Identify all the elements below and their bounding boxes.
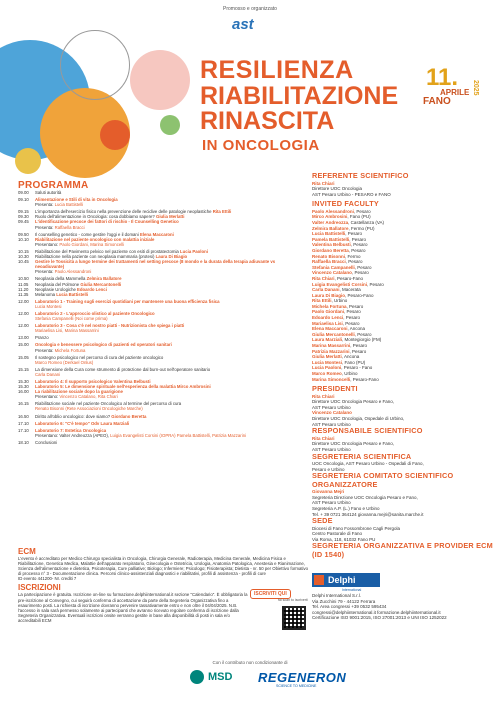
decoration-green-circle [160, 115, 180, 135]
faculty-city: , Fano (PU) [342, 359, 366, 365]
faculty-city: , Urbino [331, 298, 348, 304]
referente-role-2: AST Pesaro Urbino - PESARO e FANO [312, 191, 391, 197]
program-time: 09.30 [18, 214, 29, 220]
faculty-name: Lucia Paoloni [312, 365, 342, 371]
event-day: 11. [426, 64, 459, 91]
faculty-city: , Pesaro [350, 343, 368, 349]
faculty-name: Giordano Beretta [312, 247, 349, 253]
presidente-1-name: Rita Chiari [312, 393, 335, 399]
program-list [18, 190, 296, 445]
delphi-line-1: Delphi International S.r.l. [312, 593, 362, 598]
segreteria-comitato-title-2: ORGANIZZATORE [312, 479, 378, 489]
program-time: 11.35 [18, 291, 29, 297]
program-item [18, 292, 296, 297]
program-text: Ruolo dell'alimentazione in Oncologia: cosa dobbiamo sapere? Giulia Merlatti [35, 214, 185, 220]
ecm-text: L'evento è accreditato per Medico Chirurgo specialista in Oncologia, Chirurgia Generale, Radioterapia, Medicina Generale, Medicina Fisica e Riabilitazione, Genetica Medica, Malattie dell'apparato respiratorio, Ginecologia e Ostetricia, Urologia, Anatomia Patologica, Anestesia e Rianimazione, Scienza dell'alimentazione e dietetica, Psicoterapia, Cure palliative; Biologo; Infermiere; Psicologo; Fisioterapista; Dietista - nr. 50 per Obiettivo formativo di processo n° 3 - Documentazione clinica. Percorsi clinico-assistenziali diagnostici e riabilitativi, profili di assistenza - profili di cure [18, 556, 309, 577]
program-subline [18, 304, 296, 309]
sede-text-3: Via Roma, 118, 61032 Fano PU [312, 536, 376, 542]
program-item [18, 190, 296, 195]
program-item [18, 414, 296, 419]
segreteria-organizzativa-title: SEGRETERIA ORGANIZZATIVA E PROVIDER ECM [312, 541, 493, 551]
program-text: Riabilitazione sociale nel paziente Oncologico al termine del percorso di cura [35, 401, 182, 407]
program-text: L'identificazione precoce dei fattori di rischio - Il Counselling Genetico [35, 219, 179, 225]
decoration-pink-circle [130, 50, 190, 110]
program-time: 09.00 [18, 190, 29, 195]
faculty-city: , Pesaro [342, 320, 360, 326]
sede-title: SEDE [312, 516, 333, 526]
program-time: 09.45 [18, 219, 29, 225]
faculty-city: , Urbino [341, 371, 358, 376]
faculty-city: , Pesaro [353, 208, 371, 214]
program-speaker: Stefania Campanelli (Noi come prima) [35, 316, 108, 322]
segreteria-comitato-name: Giovanna Mejri [312, 489, 345, 495]
presidente-1-role: Direttore UOC Oncologia Pesaro e Fano, [312, 399, 395, 405]
program-speaker: Lucia Battistelli [56, 291, 89, 297]
faculty-city: , Fermo [345, 253, 361, 259]
title-line-1: RESILIENZA [200, 56, 354, 84]
segreteria-comitato-title: SEGRETERIA COMITATO SCIENTIFICO [312, 471, 454, 481]
program-item [18, 259, 296, 269]
segreteria-comitato-text-4: Tel. + 39 0721 364124 giovanna.mejri@sanita.marche.it [312, 511, 424, 517]
program-speaker: Marco Romeo (Derkael Onlus) [35, 359, 94, 365]
referente-role: Direttore UOC Oncologia [312, 186, 363, 192]
program-speaker: Mirco Ambrosini [176, 384, 211, 390]
faculty-city: , Pesaro [346, 303, 364, 309]
faculty-city: , Castellanza (VA) [348, 219, 385, 225]
program-time: 10.50 [18, 276, 29, 282]
event-year: 2025 [472, 80, 479, 96]
program-text: Gestire le Tossicità a lungo termine dei trattamenti nel setting precoce (8 mondo e la durata della terapia adiuvante vs neoadiuvante) [35, 259, 276, 270]
faculty-city: , Pesaro-Fano [345, 292, 374, 298]
program-time: 16.15 [18, 401, 29, 407]
faculty-city: , Pesaro - Fano [341, 365, 373, 371]
faculty-name: Raffaella Bracci [312, 259, 346, 265]
faculty-name: Luigia Evangelisti Corsini [312, 281, 368, 287]
program-speaker: Laura Marziali [100, 420, 130, 426]
program-text: La dimensione della Cura come strumento di protezione dal burn-out nell'operatore sanitario [35, 366, 211, 372]
faculty-city: , Pesaro [349, 348, 367, 354]
program-subline: Presenta: Raffaella Bracci [35, 224, 85, 230]
program-text: Laboratorio 7: Estetica Oncologica [35, 427, 107, 433]
program-text: Laboratorio 2 - L'approccio olistico al paziente Oncologico [35, 310, 155, 316]
delphi-info [312, 593, 497, 621]
program-text: Conclusioni [35, 439, 58, 445]
program-title: PROGRAMMA [18, 180, 89, 191]
faculty-name: Marco Romeo [312, 371, 342, 376]
ecm-section [18, 547, 310, 623]
responsabile-role-2: AST Pesaro Urbino [312, 446, 351, 452]
program-time: 15.00 [18, 342, 29, 348]
presidente-1-role-2: AST Pesaro Urbino [312, 404, 351, 410]
qr-code[interactable] [282, 606, 306, 630]
faculty-city: , Pesaro-Fano [350, 376, 379, 382]
program-speaker: Vincenzo Catalano, Rita Chiari [59, 394, 118, 400]
faculty-city: , Pesaro [354, 264, 372, 270]
decoration-line-circle [60, 30, 130, 100]
program-text: Laboratorio 5: Le dimensione spirituale nell'esperienza della malattia Mirco Ambrosini [35, 384, 211, 390]
delphi-line-3: Tel. Area congressi +39 0532 595434 [312, 604, 387, 609]
program-time: 10.15 [18, 248, 29, 254]
program-text: Riabilitazione del Pavimento pelvico nel paziente con esiti di prostatectomia Lucia Paoloni [35, 248, 208, 254]
program-time: 17.10 [18, 420, 29, 426]
program-text: Riabilitazione nel paziente oncologico con malattia iniziale [35, 236, 155, 242]
program-subline: Presentano: Paolo Giordani, Marina Simoncelli [35, 241, 125, 247]
program-time: 16.50 [18, 413, 29, 419]
faculty-name: Zelmira Ballatore [312, 225, 349, 231]
program-speaker: Raffaella Bracci [54, 224, 85, 230]
faculty-list [312, 209, 497, 382]
program-subline [18, 316, 296, 321]
faculty-name: Mirco Ambrosini [312, 214, 348, 220]
program-time: 10.10 [18, 236, 29, 242]
presidente-2-role-2: AST Pesaro Urbino [312, 421, 351, 427]
contribution-label: Con il contributo non condizionante di [212, 660, 288, 665]
regeneron-logo: REGENERON [258, 670, 347, 685]
segreteria-comitato-text-3: Segreteria A.P. (L.) Fano e Urbino [312, 506, 380, 511]
program-speaker: Renato Bisonni (Rete Associazioni Oncologiche Marche) [35, 406, 143, 412]
program-item [18, 335, 296, 340]
program-text: Neoplasia del Polmone Giulia Mercantonelli [35, 281, 122, 287]
program-time: 15.15 [18, 366, 29, 372]
program-speaker: Lucia Paoloni [179, 248, 208, 254]
program-subline: Presenta: Michela Fortuna [35, 347, 86, 353]
right-column [312, 172, 497, 559]
program-subline [18, 372, 296, 377]
program-speaker: Lucia Battistelli [54, 202, 84, 208]
segreteria-comitato-text-1: Segreteria Direzione UOC Oncologia Pesaro e Fano, [312, 494, 418, 500]
delphi-logo-sub: International [342, 588, 362, 592]
faculty-name: Michela Fortuna [312, 303, 347, 309]
program-speaker: Elena Maccaroni [139, 231, 174, 237]
program-speaker: Michela Fortuna [54, 347, 86, 353]
program-speaker: Giulia Mercantonelli [80, 281, 122, 287]
delphi-line-2: Via Zucchini 79 - 44122 Ferrara [312, 598, 376, 604]
faculty-city: , Pesaro [345, 259, 363, 265]
program-time: 09.10 [18, 197, 29, 203]
program-text: Laboratorio 1 - Training sugli esercizi quotidiani per mantenere una buona efficienza fisica [35, 298, 220, 304]
program-text: Laboratorio 3 - Cosa c'è nel nostro piatti - Nutrizionista che spiega i piatti [35, 323, 185, 329]
program-text: Saluti autorità [35, 190, 62, 195]
faculty-city: , Pesaro-Fano [334, 275, 364, 281]
title-line-3: RINASCITA [200, 107, 335, 135]
faculty-city: , Fermo (PU) [348, 225, 375, 231]
faculty-name: Giulia Mercantonelli [312, 331, 355, 337]
faculty-city: , Macerata [339, 287, 361, 293]
faculty-name: Giulia Merlatti [312, 354, 342, 360]
iscrizioni-text: La partecipazione è gratuita. Iscrizione on-line su formazione.delphiinternational.it sezione "Calendario". È obbligatoria la pre-iscrizione al Convegno, cui seguirà conferma di accettazione da parte della Segreteria Organizzativa fino a esaurimento posti. La richiesta di iscrizione dovranno pervenire tassativamente entro e non oltre il 04/04/2025. N.B. l'accesso in sala sarà permesso solamente ai partecipanti che avranno ricevuto regolare conferma di iscrizione dalla Segreteria Organizzativa. Eventuali iscrizioni onsite verranno gestite in base alla disponibilità di posti in sala e/o accreditabili ECM [18, 592, 248, 623]
faculty-city: , Montegiorgio (FM) [342, 337, 382, 343]
faculty-name: Pamela Battistelli [312, 236, 350, 242]
program-speaker: Paolo Alessandroni [54, 269, 92, 275]
delphi-logo-mark [314, 575, 324, 585]
program-time: 09.50 [18, 231, 29, 237]
ast-logo: ast [232, 16, 254, 33]
event-place: FANO [423, 96, 451, 107]
faculty-name: Laura Marziali [312, 337, 343, 343]
faculty-name: Vincenzo Catalano [312, 270, 352, 276]
program-time: 18.10 [18, 439, 29, 445]
event-month: APRILE [440, 88, 470, 97]
title-line-4: IN ONCOLOGIA [202, 137, 320, 154]
program-speaker: Mariaelisa Lisi, Marina Massarrini [35, 328, 99, 334]
program-time: 15.30 [18, 379, 29, 384]
program-speaker: Valentina Belbusti [113, 379, 151, 384]
referente-title: REFERENTE SCIENTIFICO [312, 171, 409, 180]
faculty-name: Paolo Giordani [312, 309, 345, 315]
faculty-name: Valentina Belbusti [312, 242, 351, 248]
program-speaker: Carla Danani [35, 371, 61, 377]
msd-logo-text: MSD [208, 671, 233, 683]
subscribe-button[interactable]: ISCRIVITI QUI [250, 589, 291, 599]
program-text: Alimentazione e Stili di vita in Oncologia [35, 197, 118, 203]
program-time: 10.30 [18, 254, 29, 260]
faculty-city: , Pesaro [351, 270, 369, 276]
program-speaker: Paolo Giordani, Marina Simoncelli [59, 241, 125, 247]
program-subline: Presentano: Vincenzo Catalano, Rita Chiari [35, 394, 118, 400]
program-time: 11.20 [18, 286, 29, 292]
program-subline: Presentano: Valter Andreozza (APEO), Luigia Evangelisti Corsini (IOPRA) Pamela Battistelli, Patrizia Mazzarini [35, 432, 247, 438]
program-subline [18, 406, 296, 411]
program-text: Neoplasie Urologiche Edoardo Lenci [35, 286, 107, 292]
program-time: 16.00 [18, 389, 29, 395]
program-speaker: Edoardo Lenci [77, 286, 107, 292]
ecm-id: ID evento 441200- Nr. crediti 7 [18, 576, 77, 582]
faculty-city: , Ancona [347, 326, 366, 332]
program-subline [18, 328, 296, 333]
faculty-name: Laura Di Biagio [312, 292, 346, 298]
program-subline: Presenta: Paolo Alessandroni [35, 269, 92, 275]
program-text: Oncologia e benessere psicologico di pazienti ed operatori sanitari [35, 342, 172, 348]
program-subline [18, 360, 296, 365]
program-speaker: Giordano Beretta [111, 413, 147, 419]
faculty-name: Carla Danani [312, 287, 340, 293]
program-text: Laboratorio 6: "C'è tempo" Odv Laura Marziali [35, 420, 130, 426]
faculty-city: , Pesaro [348, 247, 366, 253]
faculty-city: , Fano (PU) [347, 214, 371, 220]
referente-name: Rita Chiari [312, 180, 335, 186]
program-text: Diritto all'oblio oncologico: dove siamo? Giordano Beretta [35, 413, 147, 419]
segreteria-scientifica-text-2: Pesaro e Urbino [312, 466, 345, 472]
ecm-title: ECM [18, 547, 36, 556]
faculty-city: , Ancona [341, 354, 360, 360]
sponsor-top-label: Promosso e organizzato [223, 6, 277, 12]
program-text: L'importanza dell'esercizio fisico nella prevenzione delle recidive delle patologie neoplastiche Rita Ettili [35, 209, 232, 215]
msd-logo [190, 670, 232, 684]
program-subline: Presenta: Lucia Battistelli [35, 202, 84, 208]
program-time: 12.00 [18, 323, 29, 329]
program-speaker: Lucia Montesi [35, 303, 62, 309]
responsabile-title: RESPONSABILE SCIENTIFICO [312, 426, 423, 436]
program-text: Pranzo [35, 335, 49, 341]
program-text: La riabilitazione sociale dopo la guarigione [35, 389, 123, 395]
faculty-name: Patrizia Mazzarini [312, 348, 350, 354]
program-time: 10.45 [18, 259, 29, 265]
segreteria-organizzativa-title-2: (ID 1540) [312, 549, 345, 559]
program-time: 15.30 [18, 384, 29, 390]
responsabile-role: Direttore UOC Oncologia Pesaro e Fano, [312, 441, 395, 447]
presidente-2-name: Vincenzo Catalano [312, 410, 352, 416]
faculty-city: , Pesaro [343, 315, 361, 321]
delphi-logo [312, 573, 380, 587]
program-item [18, 421, 296, 426]
presidente-2-role: Direttore UOC Oncologia, Ospedale di Urbino, [312, 416, 405, 422]
faculty-city: , Pesaro [345, 231, 363, 237]
delphi-line-4[interactable]: congressi@delphiinternational.it formazione.delphiinternational.it [312, 609, 441, 615]
program-speaker: Laura Di Biagio [155, 254, 188, 260]
program-time: 17.10 [18, 427, 29, 433]
program-time: 11.05 [18, 281, 29, 287]
regeneron-tagline: SCIENCE TO MEDICINE [276, 684, 317, 688]
program-speaker: Luigia Evangelisti Corsini (IOPRA) Pamela Battistelli, Patrizia Mazzarini [110, 432, 247, 438]
faculty-item [312, 377, 497, 383]
program-speaker: Zelmira Ballatore [86, 276, 122, 282]
faculty-name: Paolo Alessandroni [312, 208, 354, 214]
faculty-city: , Pesaro [349, 236, 367, 242]
faculty-title: INVITED FACULTY [312, 199, 379, 209]
faculty-name: Valter Andreozza [312, 219, 349, 225]
faculty-name: Marina Simoncelli [312, 376, 351, 382]
faculty-city: , Pesaro [354, 331, 372, 337]
delphi-line-5: Certificazione ISO 9001:2015, ISO 27001:2013 e UNI ISO 1252022 [312, 615, 447, 620]
faculty-name: Mariaelisa Lisi [312, 320, 343, 326]
program-text: Riabilitazione nella paziente con neoplasia mammaria (protesi) Laura Di Biagio [35, 254, 188, 260]
program-text: Neoplasia della Mammella Zelmira Ballatore [35, 276, 122, 282]
faculty-name: Marina Massarrini [312, 343, 351, 349]
responsabile-name: Rita Chiari [312, 435, 335, 441]
faculty-city: , Pesaro [350, 242, 368, 248]
sede-text-2: Centro Pastorale di Fano [312, 531, 363, 537]
program-text: Laboratorio 4: Il supporto psicologico Valentina Belbusti [35, 379, 151, 384]
faculty-name: Lucia Montesi [312, 359, 343, 365]
program-time: 15.05 [18, 354, 29, 360]
faculty-name: Rita Ettili [312, 298, 332, 304]
program-time: 12.00 [18, 298, 29, 304]
decoration-yellow-circle [15, 148, 41, 174]
program-time: 13.00 [18, 335, 29, 341]
segreteria-scientifica-title: SEGRETERIA SCIENTIFICA [312, 451, 412, 461]
faculty-name: Stefania Campanelli [312, 264, 355, 270]
program-item [18, 440, 296, 445]
program-time: 12.00 [18, 310, 29, 316]
program-text: Il counselling genetico - come gestire l'oggi e il domani Elena Maccaroni [35, 231, 174, 237]
program-text: Il sostegno psicologico nel percorso di cura del paziente oncologico [35, 354, 164, 360]
qr-label: fai scan to iscriverti [278, 598, 308, 602]
segreteria-comitato-text-2: AST Pesaro Urbino [312, 500, 351, 506]
faculty-city: , Pesaro [367, 281, 384, 287]
decoration-red-circle [100, 120, 130, 150]
faculty-name: Elena Maccaroni [312, 326, 348, 332]
title-line-2: RIABILITAZIONE [200, 82, 399, 110]
faculty-name: Edoardo Lenci [312, 315, 344, 321]
delphi-logo-text: Delphi [328, 575, 356, 585]
msd-logo-mark [190, 670, 204, 684]
faculty-name: Lucia Battistelli [312, 231, 346, 237]
program-speaker: Giulia Merlatti [155, 214, 185, 220]
faculty-name: Renato Bisonni [312, 253, 346, 259]
faculty-city: , Pesaro [344, 309, 361, 315]
sede-text-1: Diocesi di Fano Fossombrone Cagli Pergola [312, 525, 401, 531]
program-text: Melanoma Lucia Battistelli [35, 291, 89, 297]
faculty-name: Rita Chiari [312, 275, 335, 281]
iscrizioni-title: ISCRIZIONI [18, 583, 61, 593]
program-time: 09.15 [18, 209, 29, 215]
program-speaker: Rita Ettili [212, 209, 232, 215]
segreteria-scientifica-text: UOC Oncologia, AST Pesaro Urbino - Ospedali di Fano, [312, 461, 424, 467]
presidenti-title: PRESIDENTI [312, 384, 358, 394]
